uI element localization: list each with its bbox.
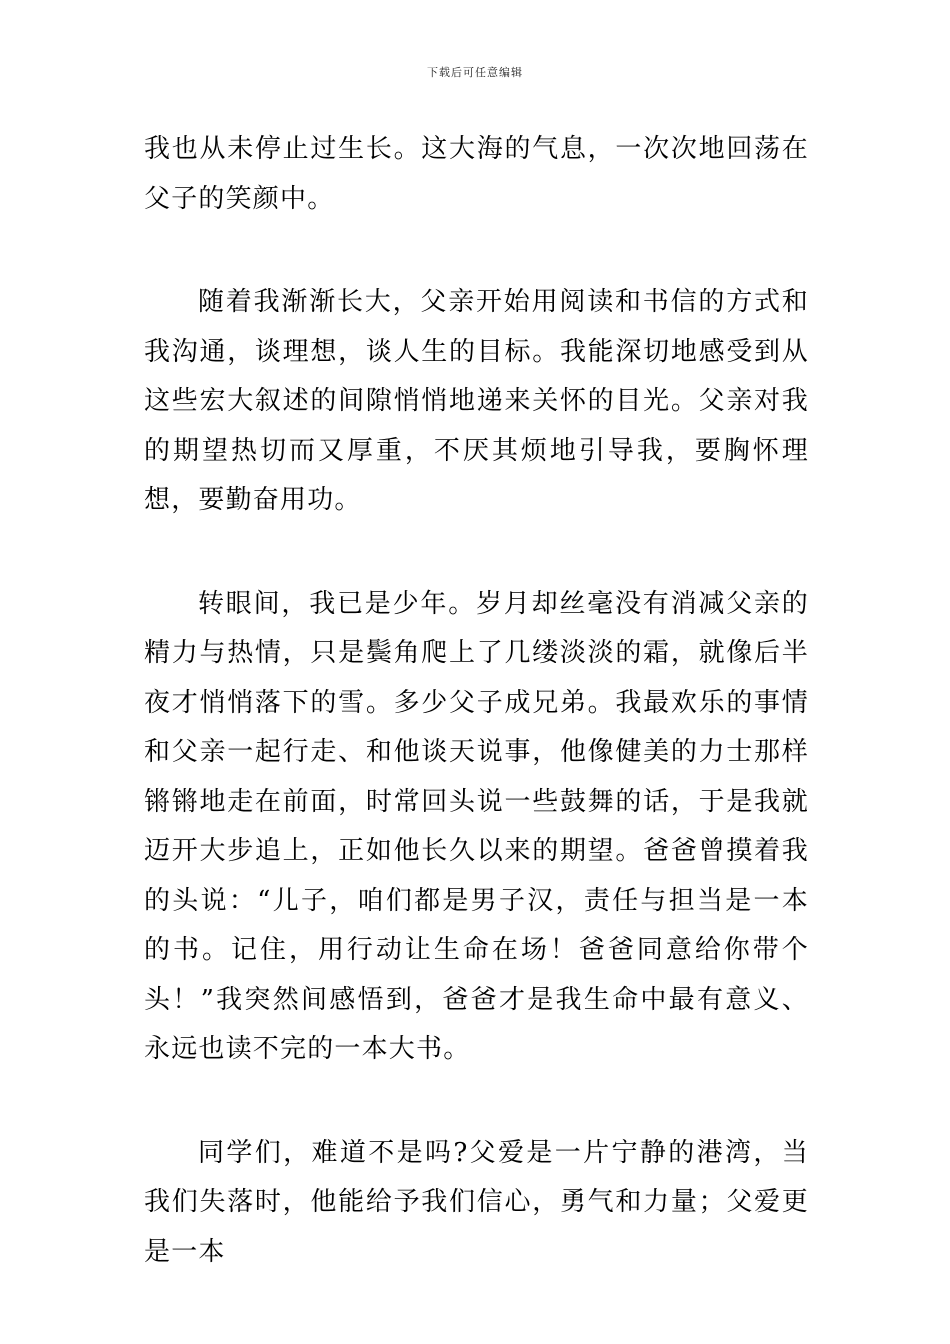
page-header: 下载后可任意编辑 (427, 66, 523, 79)
paragraph-3: 转眼间，我已是少年。岁月却丝毫没有消减父亲的精力与热情，只是鬓角爬上了几缕淡淡的霜，就像后半夜才悄悄落下的雪。多少父子成兄弟。我最欢乐的事情和父亲一起行走、和他谈天说事，他像健美的力士那样锵锵地走在前面，时常回头说一些鼓舞的话，于是我就迈开大步追上，正如他长久以来的期望。爸爸曾摸着我的头说：“儿子，咱们都是男子汉，责任与担当是一本的书。记住，用行动让生命在场！爸爸同意给你带个头！”我突然间感悟到，爸爸才是我生命中最有意义、永远也读不完的一本大书。 (144, 588, 809, 1064)
paragraph-spacer (144, 526, 809, 580)
paragraph-spacer (144, 224, 809, 278)
paragraph-spacer (144, 1075, 809, 1129)
paragraph-1: 我也从未停止过生长。这大海的气息，一次次地回荡在父子的笑颜中。 (144, 134, 809, 214)
paragraph-2: 随着我渐渐长大，父亲开始用阅读和书信的方式和我沟通，谈理想，谈人生的目标。我能深切地感受到从这些宏大叙述的间隙悄悄地递来关怀的目光。父亲对我的期望热切而又厚重，不厌其烦地引导我，要胸怀理想，要勤奋用功。 (144, 287, 809, 515)
document-body (144, 125, 809, 1277)
paragraph-4: 同学们，难道不是吗?父爱是一片宁静的港湾，当我们失落时，他能给予我们信心，勇气和力量；父爱更是一本 (144, 1137, 809, 1267)
